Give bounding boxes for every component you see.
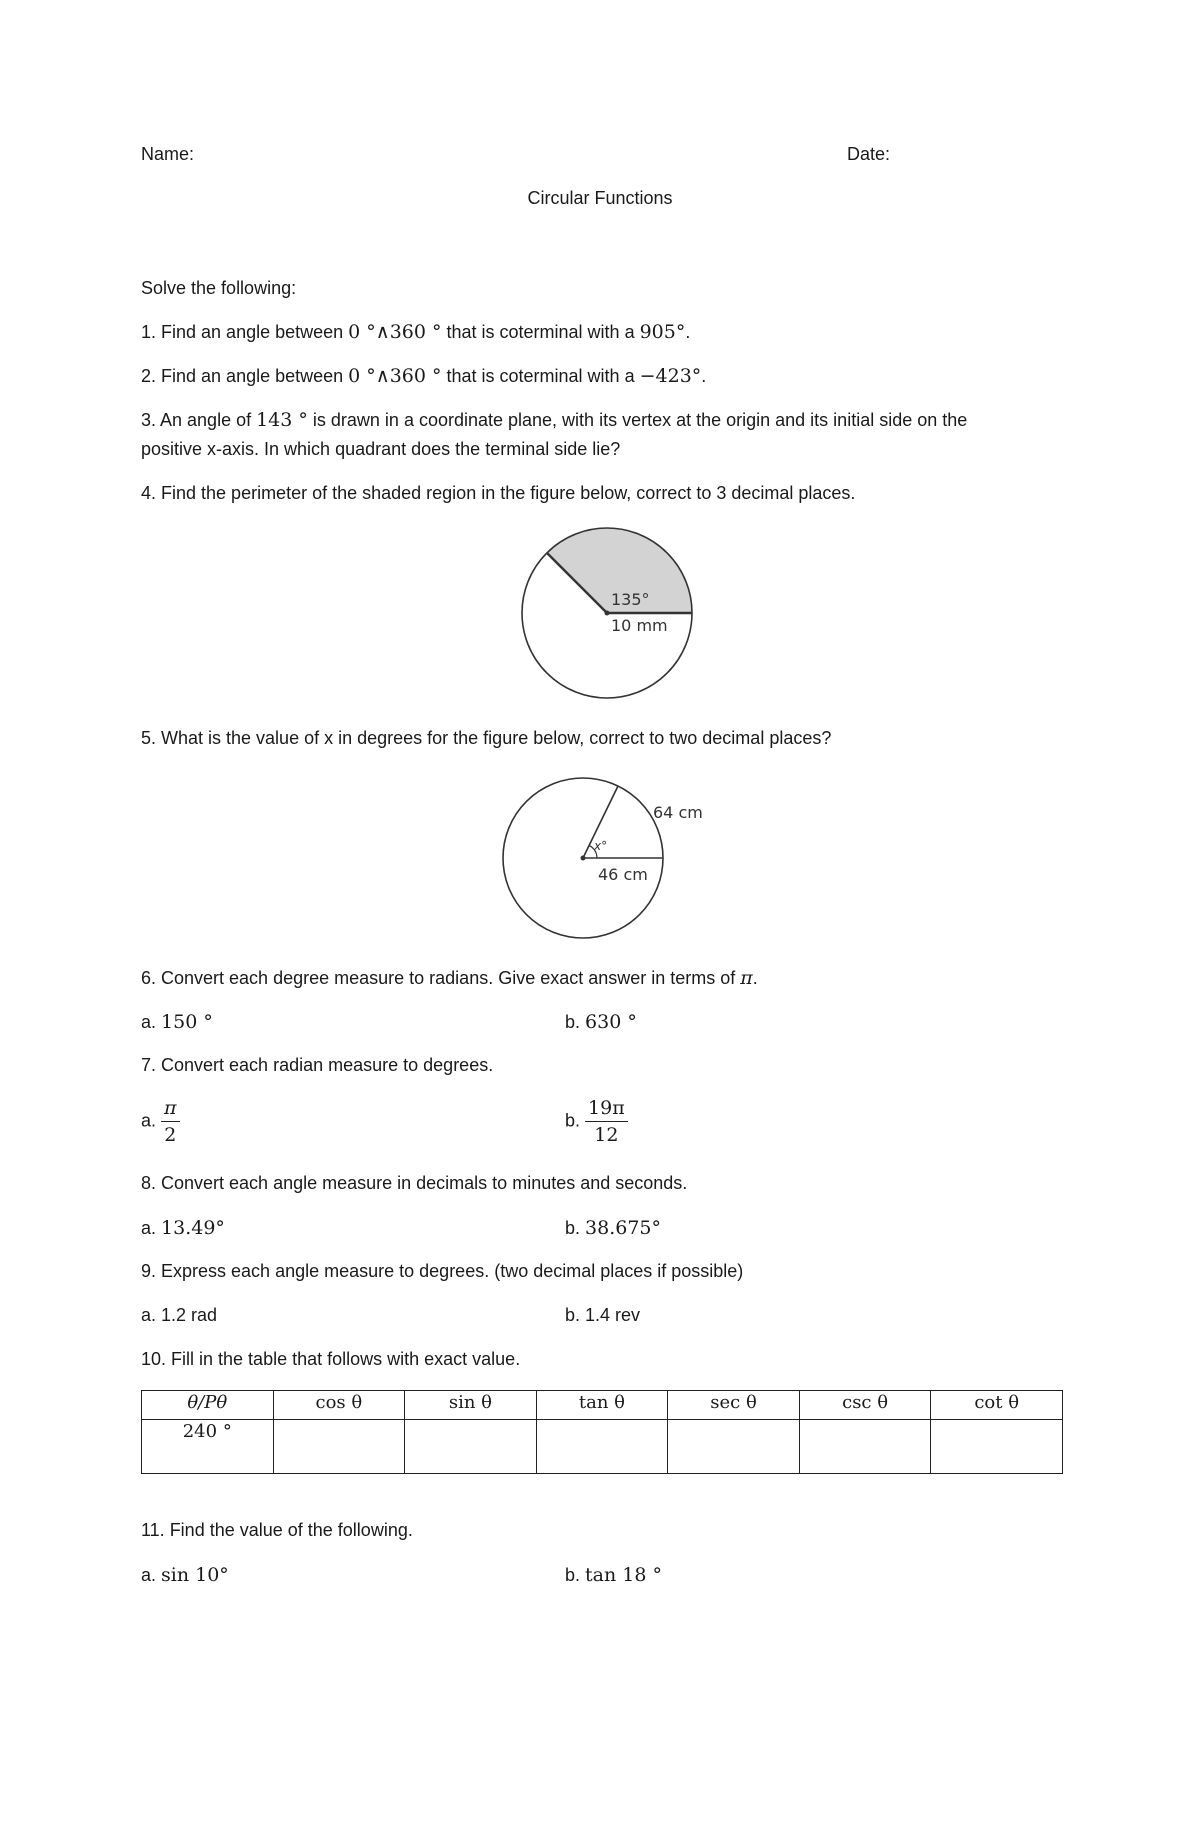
- question-2: [141, 365, 706, 387]
- part-label: b.: [565, 1012, 586, 1032]
- question-5: 5. What is the value of x in degrees for the figure below, correct to two decimal places?: [141, 728, 832, 748]
- question-8: 8. Convert each angle measure in decimals to minutes and seconds.: [141, 1173, 688, 1193]
- q2-text-mid: that is coterminal with a: [441, 366, 640, 386]
- question-10: 10. Fill in the table that follows with exact value.: [141, 1349, 521, 1369]
- numerator: 19π: [585, 1097, 628, 1122]
- q9-part-a: a. 1.2 rad: [141, 1305, 218, 1325]
- part-label: b.: [565, 1565, 586, 1585]
- q3-text: 3. An angle of: [141, 410, 257, 430]
- q1-value: 905°: [639, 321, 686, 343]
- answer-cell[interactable]: [536, 1420, 668, 1474]
- part-label: a.: [141, 1110, 162, 1131]
- q1-text-mid: that is coterminal with a: [441, 322, 640, 342]
- trig-expression: tan 18 °: [585, 1564, 662, 1586]
- q8-part-a: [141, 1217, 225, 1239]
- header-cell: θ/Pθ: [142, 1391, 274, 1420]
- page-title: Circular Functions: [527, 188, 673, 208]
- q1-period: .: [685, 322, 691, 342]
- angle-cell: 240 °: [142, 1420, 274, 1474]
- name-label: Name:: [141, 144, 195, 164]
- question-9: 9. Express each angle measure to degrees. (two decimal places if possible): [141, 1261, 744, 1281]
- fraction: [585, 1097, 628, 1146]
- fraction: [161, 1097, 180, 1146]
- degree-value: 150 °: [161, 1011, 213, 1033]
- q1-range: 0 °∧360 °: [348, 321, 442, 343]
- q5-arc-figure: [495, 768, 720, 948]
- question-11: 11. Find the value of the following.: [141, 1520, 413, 1540]
- q2-period: .: [701, 366, 707, 386]
- decimal-angle: 38.675°: [585, 1217, 661, 1239]
- question-3-line2: positive x-axis. In which quadrant does the terminal side lie?: [141, 439, 621, 459]
- part-label: b.: [565, 1218, 586, 1238]
- trig-expression: sin 10°: [161, 1564, 229, 1586]
- header-cell: sec θ: [668, 1391, 800, 1420]
- q11-part-a: [141, 1564, 229, 1586]
- table-header-row: [142, 1391, 1063, 1420]
- radius-label: 10 mm: [611, 616, 668, 635]
- part-label: a.: [141, 1565, 162, 1585]
- q3-value: 143 °: [256, 409, 308, 431]
- answer-cell[interactable]: [931, 1420, 1063, 1474]
- answer-cell[interactable]: [273, 1420, 405, 1474]
- q1-text: 1. Find an angle between: [141, 322, 349, 342]
- decimal-angle: 13.49°: [161, 1217, 225, 1239]
- header-cell: cos θ: [273, 1391, 405, 1420]
- angle-label: x°: [594, 839, 608, 853]
- center-point: [605, 611, 610, 616]
- part-label: a.: [141, 1218, 162, 1238]
- q6-period: .: [752, 968, 758, 988]
- angle-label: 135°: [611, 590, 650, 609]
- q7-part-a: [141, 1097, 180, 1146]
- date-label: Date:: [847, 144, 891, 164]
- denominator: 12: [594, 1124, 619, 1146]
- radius-label: 46 cm: [598, 865, 648, 884]
- q4-sector-figure: [515, 523, 700, 703]
- table-row: [142, 1420, 1063, 1474]
- q8-part-b: [565, 1217, 661, 1239]
- part-label: a.: [141, 1012, 162, 1032]
- q3-text-rest: is drawn in a coordinate plane, with its vertex at the origin and its initial side on the: [307, 410, 968, 430]
- q7-part-b: [565, 1097, 628, 1146]
- part-label: b.: [565, 1110, 586, 1131]
- header-cell: sin θ: [405, 1391, 537, 1420]
- q6-text: 6. Convert each degree measure to radians. Give exact answer in terms of: [141, 968, 741, 988]
- q2-text: 2. Find an angle between: [141, 366, 349, 386]
- q6-part-b: [565, 1011, 637, 1033]
- q6-part-a: [141, 1011, 213, 1033]
- header-cell: tan θ: [536, 1391, 668, 1420]
- instructions: Solve the following:: [141, 278, 297, 298]
- q2-range: 0 °∧360 °: [348, 365, 442, 387]
- header-cell: csc θ: [799, 1391, 931, 1420]
- trig-values-table: [141, 1390, 1063, 1474]
- answer-cell[interactable]: [405, 1420, 537, 1474]
- pi-symbol: π: [740, 967, 753, 989]
- center-point: [581, 856, 586, 861]
- q9-part-b: b. 1.4 rev: [565, 1305, 641, 1325]
- q2-value: −423°: [639, 365, 702, 387]
- arc-length-label: 64 cm: [653, 803, 703, 822]
- question-4: 4. Find the perimeter of the shaded region in the figure below, correct to 3 decimal places.: [141, 483, 856, 503]
- denominator: 2: [164, 1124, 177, 1146]
- header-cell: cot θ: [931, 1391, 1063, 1420]
- question-7: 7. Convert each radian measure to degrees.: [141, 1055, 494, 1075]
- question-3: [141, 409, 967, 431]
- answer-cell[interactable]: [668, 1420, 800, 1474]
- answer-cell[interactable]: [799, 1420, 931, 1474]
- numerator: π: [161, 1097, 180, 1122]
- degree-value: 630 °: [585, 1011, 637, 1033]
- q11-part-b: [565, 1564, 662, 1586]
- question-1: [141, 321, 690, 343]
- question-6: [141, 967, 758, 989]
